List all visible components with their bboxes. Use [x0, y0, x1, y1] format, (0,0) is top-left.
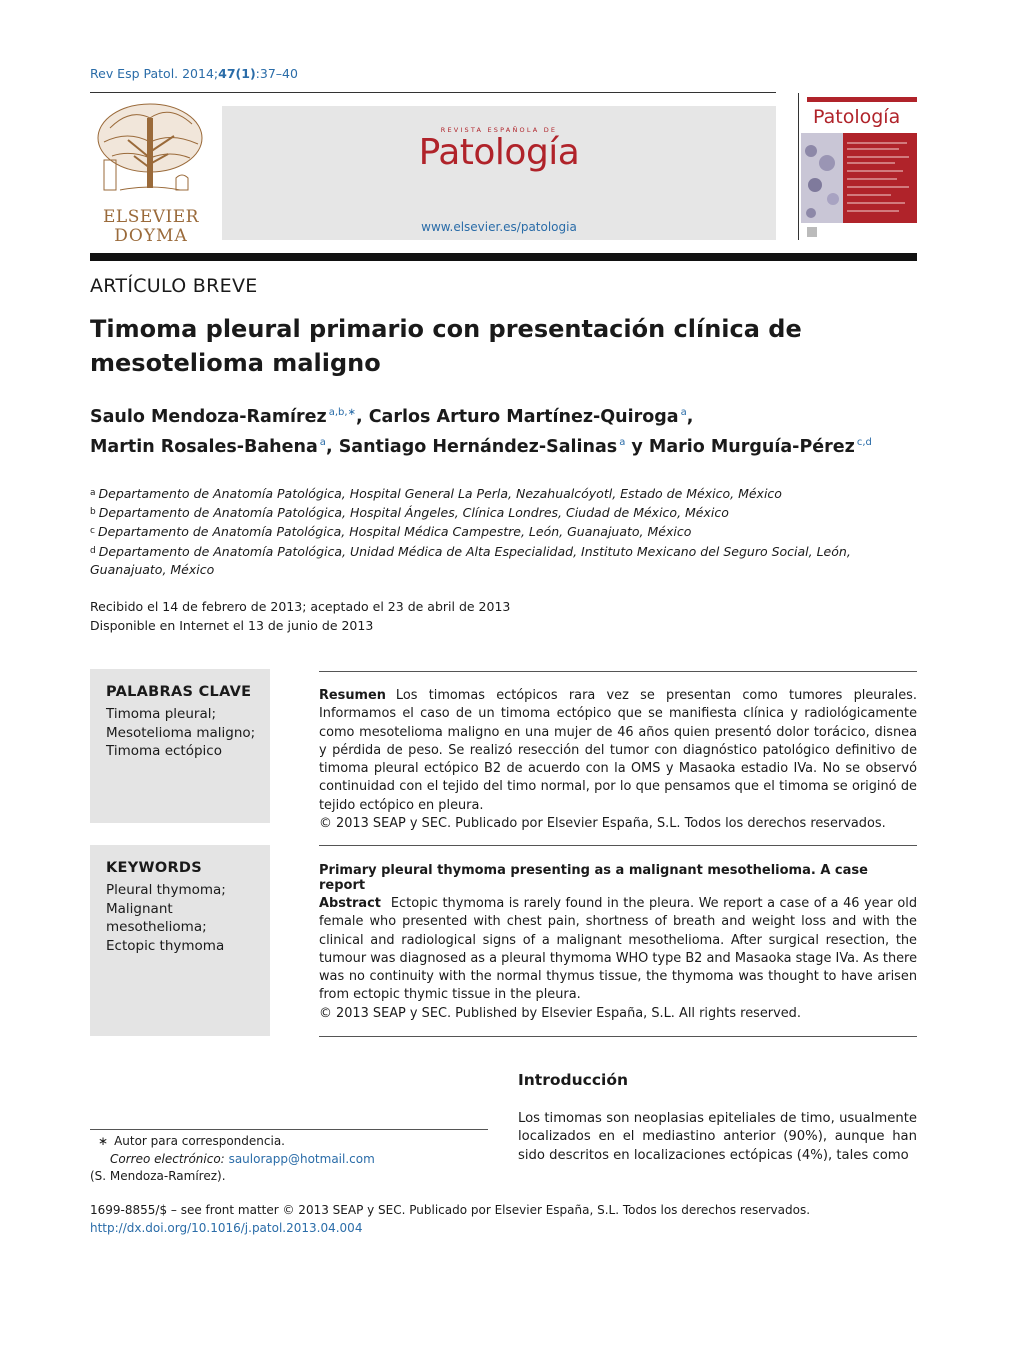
front-matter — [90, 1201, 810, 1237]
footnote-rule — [90, 1129, 488, 1130]
abstract-en-label: Abstract — [319, 896, 381, 911]
keyword-item: Pleural thymoma; — [106, 882, 226, 898]
author-list: Saulo Mendoza-Ramírez $^{a,b,∗}$, Carlos Arturo Martínez-Quiroga $^a$, Martin Rosales-Bahena $^a$, Santiago Hernández-Salinas $^a$ y Mario Murguía-Pérez $^{c,d}$ — [90, 407, 872, 457]
banner-title: Patología — [418, 132, 580, 173]
article-dates — [90, 597, 510, 635]
footnote-author-name: (S. Mendoza-Ramírez). — [90, 1169, 226, 1183]
author-name: Saulo Mendoza-Ramírez — [90, 407, 327, 427]
affiliation-item: $^c$ Departamento de Anatomía Patológica, Hospital Médica Campestre, León, Guanajuato, México — [90, 524, 692, 540]
abstract-rule-bottom — [319, 1036, 917, 1037]
author-name: Santiago Hernández-Salinas — [338, 437, 618, 457]
author-email-link[interactable]: saulorapp@hotmail.com — [228, 1151, 375, 1166]
online-date: Disponible en Internet el 13 de junio de 2013 — [90, 618, 374, 633]
abstract-es — [319, 687, 917, 833]
citation-journal: Rev Esp Patol. 2014; — [90, 66, 219, 81]
affiliation-list — [90, 484, 920, 579]
keyword-item: Ectopic thymoma — [106, 937, 225, 954]
affiliation-item: $^d$ Departamento de Anatomía Patológica, Unidad Médica de Alta Especialidad, Instituto Mexicano del Seguro Social, León, Guanajuato, México — [90, 543, 851, 577]
elsevier-logo — [90, 98, 212, 246]
author-name: Carlos Arturo Martínez-Quiroga — [368, 407, 679, 427]
author-affiliation-link[interactable]: a — [680, 407, 687, 418]
citation-pages: :37–40 — [255, 66, 298, 81]
footnote-email-label: Correo electrónico: — [110, 1151, 225, 1166]
author-name: Mario Murguía-Pérez — [648, 437, 855, 457]
abstract-es-label: Resumen — [319, 688, 386, 703]
journal-url-link[interactable]: www.elsevier.es/patologia — [421, 220, 577, 234]
footnote-correspondence: Autor para correspondencia. — [114, 1134, 285, 1148]
elsevier-tree-icon — [90, 98, 212, 246]
logo-elsevier: ELSEVIER — [103, 207, 199, 227]
footnote-mark: ∗ — [98, 1134, 109, 1148]
citation-volume: 47(1) — [218, 66, 256, 81]
banner-subtitle: REVISTA ESPAÑOLA DE — [440, 126, 558, 134]
keywords-es-heading: PALABRAS CLAVE — [106, 684, 252, 700]
article-title: Timoma pleural primario con presentación clínica de mesotelioma maligno — [90, 315, 802, 377]
header-thick-rule — [90, 253, 917, 261]
journal-cover-thumbnail — [798, 93, 917, 240]
abstract-en — [319, 895, 917, 1023]
keyword-item: Timoma pleural; — [106, 706, 217, 722]
keywords-es-panel — [90, 669, 270, 823]
logo-doyma: DOYMA — [114, 226, 188, 246]
introduction-text: Los timomas son neoplasias epiteliales de timo, usualmente localizados en el mediastino anterior (90%), aunque han sido descritos en localizaciones ectópicas (4%), tales como — [518, 1111, 917, 1163]
author-affiliation-link[interactable]: a,b,∗ — [328, 407, 356, 418]
journal-citation[interactable] — [90, 66, 298, 81]
abstract-rule-top — [319, 671, 917, 672]
doi-link[interactable]: http://dx.doi.org/10.1016/j.patol.2013.04.004 — [90, 1221, 363, 1235]
author-affiliation-link[interactable]: a — [619, 437, 626, 448]
author-name: Martin Rosales-Bahena — [90, 437, 318, 457]
abstract-rule-middle — [319, 845, 917, 846]
keywords-en-panel — [90, 845, 270, 1036]
keywords-en-heading: KEYWORDS — [106, 860, 203, 876]
issn-line: 1699-8855/$ – see front matter © 2013 SEAP y SEC. Publicado por Elsevier España, S.L. Todos los derechos reservados. — [90, 1203, 811, 1217]
abstract-es-text: Los timomas ectópicos rara vez se presentan como tumores pleurales. Informamos el caso de un timoma ectópico que se manifiesta clínica y radiológicamente como mesotelioma maligno en una mujer de 46 años quien presentó dolor torácico, disnea y pérdida de peso. Se realizó resección del tumor con diagnóstico patológico definitivo de timoma pleural ectópico B2 de acuerdo con la OMS y Masaoka estadio IVa. No se observó continuidad con el tejido del timo normal, por lo que pensamos que el timoma se originó de tejido ectópico en pleura. — [319, 688, 917, 813]
author-affiliation-link[interactable]: a — [319, 437, 326, 448]
introduction-heading: Introducción — [518, 1071, 629, 1089]
keyword-item: mesothelioma; — [106, 919, 207, 935]
keyword-item: Malignant — [106, 900, 173, 917]
english-title: Primary pleural thymoma presenting as a malignant mesothelioma. A case report — [319, 863, 868, 893]
article-type: ARTÍCULO BREVE — [90, 275, 258, 297]
svg-text:Patología: Patología — [813, 106, 901, 128]
correspondence-footnote — [90, 1133, 488, 1186]
journal-cover-image — [799, 93, 917, 240]
keyword-item: Mesotelioma maligno; — [106, 724, 256, 741]
received-date: Recibido el 14 de febrero de 2013; aceptado el 23 de abril de 2013 — [90, 599, 511, 614]
author-affiliation-link[interactable]: c,d — [856, 437, 872, 448]
affiliation-item: $^b$ Departamento de Anatomía Patológica, Hospital Ángeles, Clínica Londres, Ciudad de México, México — [90, 505, 729, 521]
keyword-item: Timoma ectópico — [106, 743, 222, 759]
abstract-es-copyright: © 2013 SEAP y SEC. Publicado por Elsevier España, S.L. Todos los derechos reservados. — [319, 816, 886, 832]
affiliation-item: $^a$ Departamento de Anatomía Patológica, Hospital General La Perla, Nezahualcóyotl, Estado de México, México — [90, 486, 782, 501]
abstract-en-copyright: © 2013 SEAP y SEC. Published by Elsevier España, S.L. All rights reserved. — [319, 1005, 801, 1021]
abstract-en-text: Ectopic thymoma is rarely found in the pleura. We report a case of a 46 year old female who presented with chest pain, shortness of breath and weight loss and with the clinical and radiological signs of a malignant mesothelioma. After surgical resection, the tumour was diagnosed as a pleural thymoma WHO type B2 and Masaoka stage IVa. As there was no continuity with the normal thymus tissue, the thymoma was thought to have arisen from ectopic thymic tissue in the pleura. — [319, 896, 917, 1003]
journal-banner — [222, 106, 776, 240]
header-rule — [90, 92, 776, 93]
